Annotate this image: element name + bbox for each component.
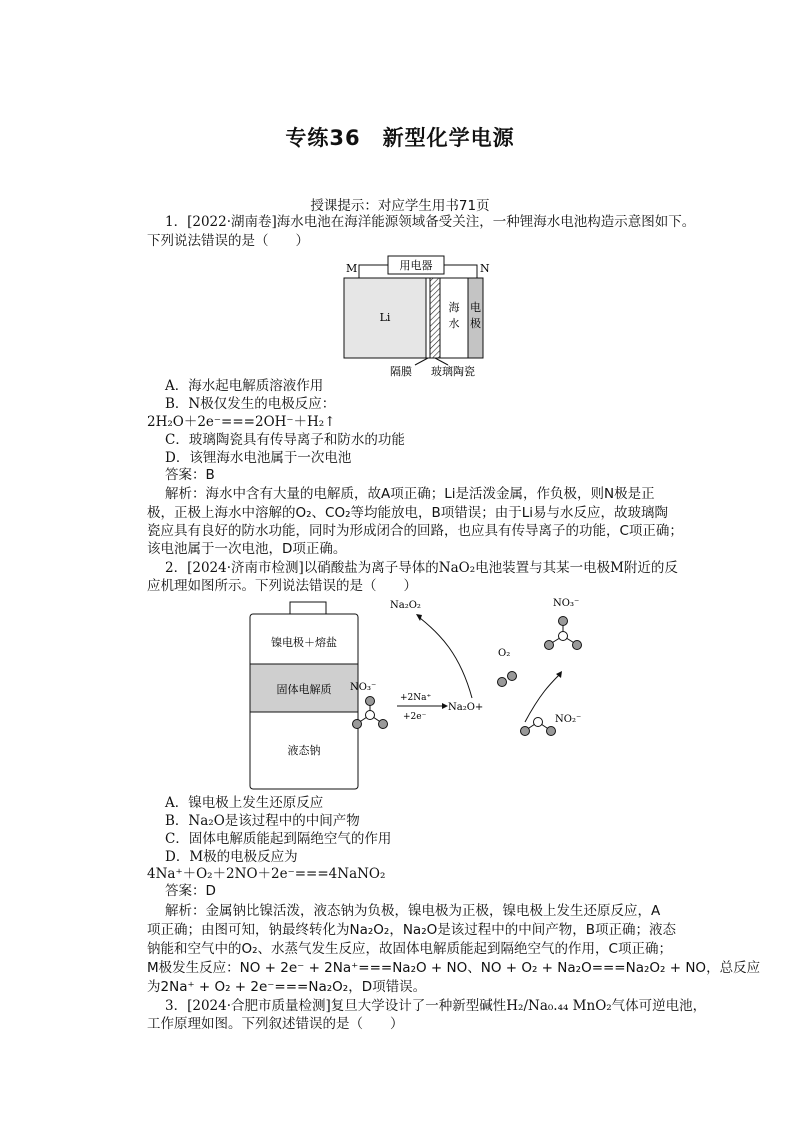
- m-label: M: [346, 262, 358, 275]
- q2-option-d-eq: 4Na⁺＋O₂＋2NO＋2e⁻===4NaNO₂: [147, 866, 386, 882]
- q2-battery-diagram: [240, 594, 620, 794]
- sea-label-2: 水: [448, 317, 460, 330]
- q1-option-b-eq: 2H₂O＋2e⁻===2OH⁻＋H₂↑: [147, 414, 336, 430]
- q2-option-b: B．Na₂O是该过程中的中间产物: [165, 813, 360, 829]
- elec-label-1: 电: [470, 301, 481, 314]
- plus-2na: +2Na⁺: [400, 693, 432, 703]
- q3-stem-line1: 3．[2024·合肥市质量检测]复旦大学设计了一种新型碱性H₂/Na₀.₄₄ MnO₂气体可逆电池，: [165, 998, 707, 1014]
- na2o2-label: Na₂O₂: [390, 600, 421, 611]
- q1-stem-line2: 下列说法错误的是（ ）: [147, 233, 309, 249]
- na2o-label: Na₂O+: [448, 702, 484, 713]
- q2-exp-2: 项正确；由图可知，钠最终转化为Na₂O₂，Na₂O是该过程中的中间产物，B项正确；液态: [147, 922, 676, 938]
- page-title: 专练36 新型化学电源: [285, 126, 515, 150]
- teaching-hint: 授课提示：对应学生用书71页: [310, 198, 490, 214]
- q2-stem-line1: 2．[2024·济南市检测]以硝酸盐为离子导体的NaO₂电池装置与其某一电极M附近的反: [165, 560, 678, 576]
- load-label: 用电器: [399, 259, 433, 272]
- q1-stem-line1: 1．[2022·湖南卷]海水电池在海洋能源领域备受关注，一种锂海水电池构造示意图如下。: [165, 214, 696, 230]
- cell-cap: [290, 602, 326, 614]
- q1-exp-2: 极，正极上海水中溶解的O₂、CO₂等均能放电，B项错误；由于Li易与水反应，故玻璃陶: [147, 505, 669, 521]
- q1-option-d: D．该锂海水电池属于一次电池: [165, 450, 352, 466]
- sea-label-1: 海: [448, 301, 460, 314]
- membrane: [426, 278, 430, 358]
- q1-answer: 答案：B: [165, 467, 215, 483]
- q1-option-b: B．N极仅发生的电极反应：: [165, 396, 336, 412]
- q2-exp-1: 解析：金属钠比镍活泼，液态钠为负极，镍电极为正极，镍电极上发生还原反应，A: [165, 903, 661, 919]
- no3-label-right: NO₃⁻: [553, 598, 580, 609]
- ceramic-label: 玻璃陶瓷: [431, 365, 475, 378]
- q3-stem-line2: 工作原理如图。下列叙述错误的是（ ）: [147, 1016, 404, 1032]
- q1-exp-4: 该电池属于一次电池，D项正确。: [147, 541, 347, 557]
- o2-molecule: [498, 672, 517, 687]
- n-label: N: [480, 262, 490, 275]
- q2-exp-5: 为2Na⁺ + O₂ + 2e⁻===Na₂O₂，D项错误。: [147, 979, 427, 995]
- q2-option-d: D．M极的电极反应为: [165, 849, 298, 865]
- mid-layer-label: 固体电解质: [276, 683, 332, 696]
- li-label: Li: [379, 311, 391, 324]
- o2-label: O₂: [498, 648, 511, 659]
- top-layer-label: 镍电极＋熔盐: [271, 636, 337, 649]
- q2-option-c: C．固体电解质能起到隔绝空气的作用: [165, 831, 392, 847]
- glass-ceramic: [430, 278, 440, 358]
- q2-stem-line2: 应机理如图所示。下列说法错误的是（ ）: [147, 578, 417, 594]
- q2-answer: 答案：D: [165, 883, 216, 899]
- no2-label: NO₂⁻: [555, 714, 582, 725]
- q1-option-a: A．海水起电解质溶液作用: [165, 378, 324, 394]
- q1-exp-1: 解析：海水中含有大量的电解质，故A项正确；Li是活泼金属，作负极，则N极是正: [165, 486, 655, 502]
- q1-option-c: C．玻璃陶瓷具有传导离子和防水的功能: [165, 432, 405, 448]
- q2-option-a: A．镍电极上发生还原反应: [165, 795, 324, 811]
- q1-battery-diagram: [330, 245, 520, 380]
- elec-label-2: 极: [470, 317, 481, 330]
- q1-exp-3: 瓷应具有良好的防水功能，同时为形成闭合的回路，也应具有传导离子的功能，C项正确；: [147, 523, 683, 539]
- membrane-label: 隔膜: [390, 365, 412, 378]
- plus-2e: +2e⁻: [403, 712, 427, 722]
- no3-label-left: NO₃⁻: [350, 682, 377, 693]
- q2-exp-4: M极发生反应：NO + 2e⁻ + 2Na⁺===Na₂O + NO、NO + O₂ + Na₂O===Na₂O₂ + NO，总反应: [147, 960, 761, 976]
- bot-layer-label: 液态钠: [287, 744, 321, 757]
- q2-exp-3: 钠能和空气中的O₂、水蒸气发生反应，故固体电解质能起到隔绝空气的作用，C项正确；: [147, 941, 672, 957]
- no3-molecule-right: [545, 617, 582, 650]
